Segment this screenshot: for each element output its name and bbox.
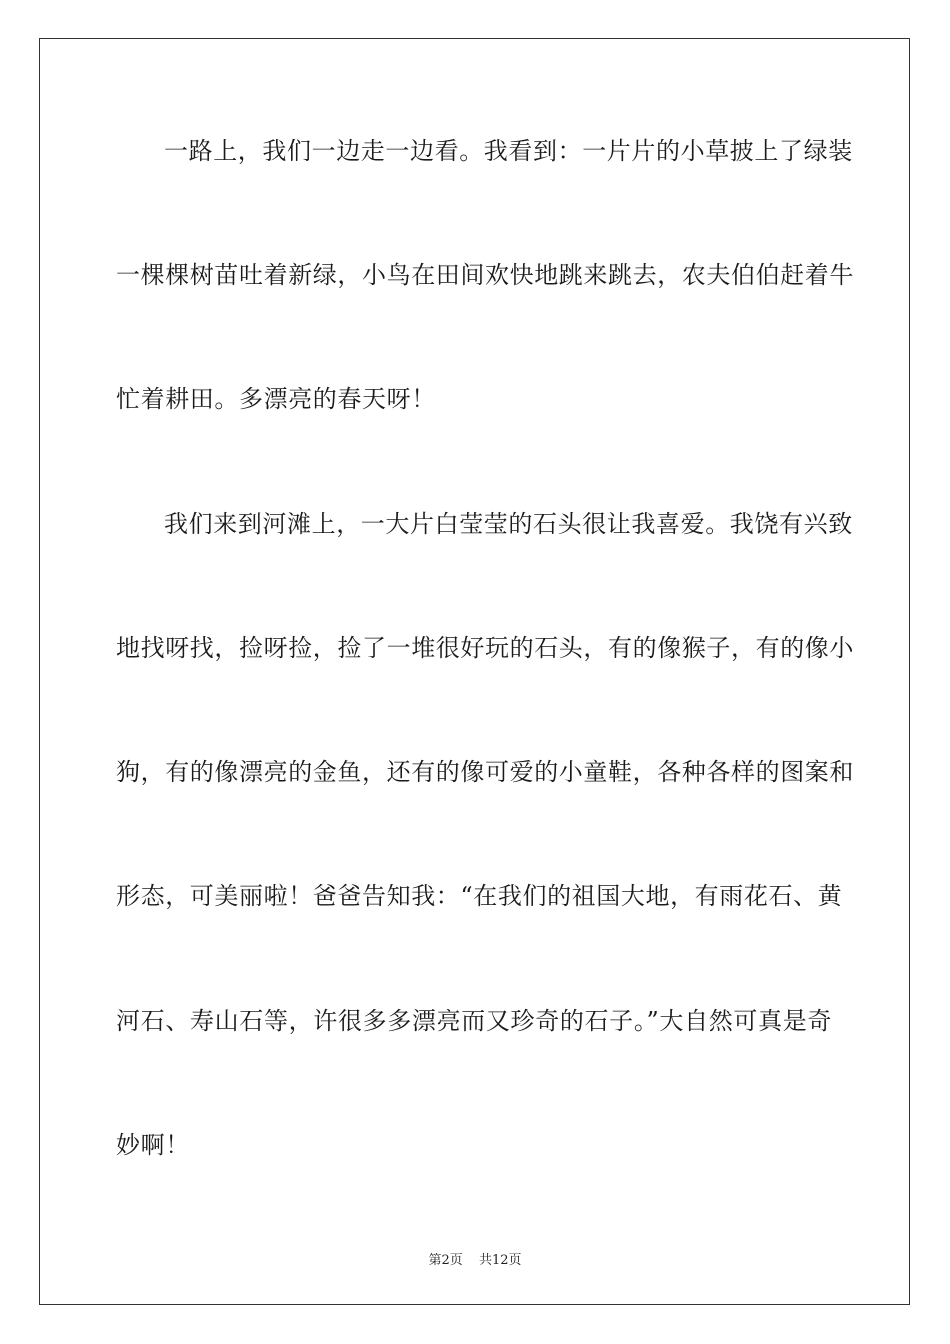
paragraph-2-line-5: 河石、寿山石等，许很多多漂亮而又珍奇的石子。”大自然可真是奇 <box>116 1007 832 1035</box>
page-number: 第2页 <box>428 1253 463 1268</box>
paragraph-2-line-3: 狗，有的像漂亮的金鱼，还有的像可爱的小童鞋，各种各样的图案和 <box>116 758 854 786</box>
paragraph-2-line-4: 形态，可美丽啦！爸爸告知我：“在我们的祖国大地，有雨花石、黄 <box>116 882 843 910</box>
paragraph-1-line-1: 一路上，我们一边走一边看。我看到：一片片的小草披上了绿装 <box>164 137 853 165</box>
page-border <box>39 38 910 1305</box>
paragraph-1-line-2: 一棵棵树苗吐着新绿，小鸟在田间欢快地跳来跳去，农夫伯伯赶着牛 <box>116 261 854 289</box>
page-total: 共12页 <box>478 1253 522 1268</box>
paragraph-1-line-3: 忙着耕田。多漂亮的春天呀！ <box>116 385 436 413</box>
paragraph-2-line-2: 地找呀找，捡呀捡，捡了一堆很好玩的石头，有的像猴子，有的像小 <box>116 634 854 662</box>
paragraph-2-line-6: 妙啊！ <box>116 1131 190 1159</box>
paragraph-2-line-1: 我们来到河滩上，一大片白莹莹的石头很让我喜爱。我饶有兴致 <box>164 510 853 538</box>
page-footer <box>0 1249 950 1268</box>
